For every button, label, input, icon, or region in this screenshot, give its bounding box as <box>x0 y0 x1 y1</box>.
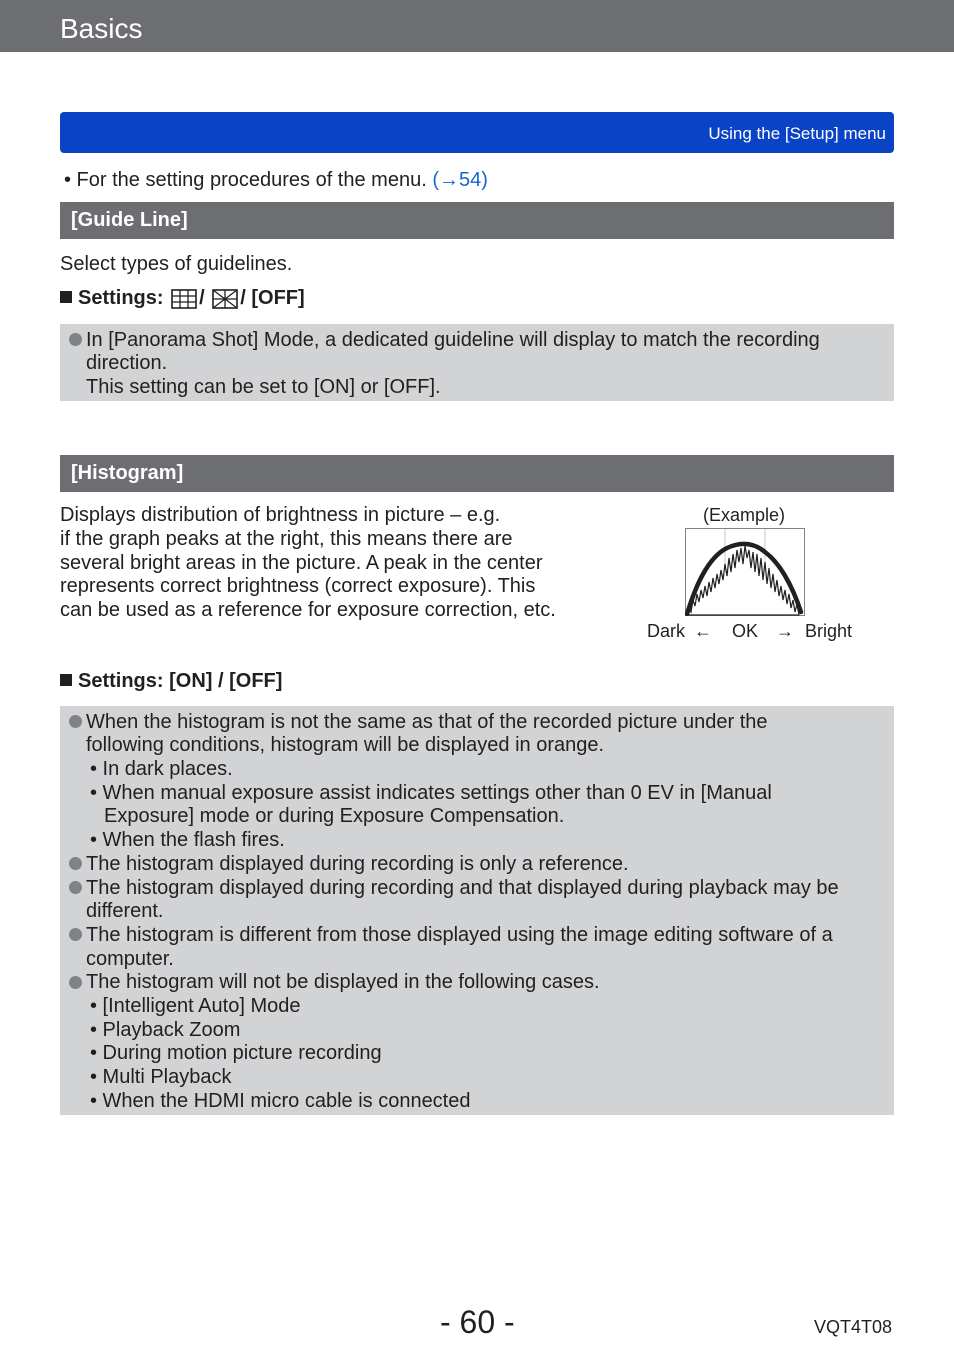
description-line: several bright areas in the picture. A peak in the center <box>60 552 543 574</box>
guide-line-settings <box>60 286 305 310</box>
page-number: - 60 - <box>440 1304 515 1340</box>
note-sub-item: • Multi Playback <box>90 1066 232 1088</box>
bullet-dot-icon <box>69 333 82 346</box>
note-line: different. <box>86 900 164 922</box>
intro-line <box>64 168 488 192</box>
note-sub-item: • When the HDMI micro cable is connected <box>90 1090 471 1112</box>
note-line: following conditions, histogram will be displayed in orange. <box>86 734 605 756</box>
header-bar <box>0 0 954 52</box>
description-line: can be used as a reference for exposure correction, etc. <box>60 599 556 621</box>
axis-dark-label: Dark <box>647 621 686 641</box>
note-line: The histogram is different from those displayed using the image editing software of a <box>86 924 833 946</box>
settings-separator: / <box>199 287 205 309</box>
note-sub-item: • [Intelligent Auto] Mode <box>90 995 301 1017</box>
square-bullet-icon <box>60 291 72 303</box>
note-sub-item: Exposure] mode or during Exposure Compensation. <box>104 805 565 827</box>
guide-note-line: This setting can be set to [ON] or [OFF]. <box>86 376 441 398</box>
histogram-heading: [Histogram] <box>71 462 184 484</box>
description-line: represents correct brightness (correct exposure). This <box>60 575 536 597</box>
note-line: The histogram displayed during recording and that displayed during playback may be <box>86 877 839 899</box>
note-sub-item: • When manual exposure assist indicates settings other than 0 EV in [Manual <box>90 782 772 804</box>
note-sub-item: • During motion picture recording <box>90 1042 382 1064</box>
note-line: computer. <box>86 948 174 970</box>
note-sub-item: • In dark places. <box>90 758 233 780</box>
grid-diagonal-icon <box>212 289 238 309</box>
bullet-dot-icon <box>69 715 82 728</box>
settings-label: Settings: <box>78 287 164 309</box>
menu-bar-label: Using the [Setup] menu <box>708 124 886 143</box>
note-sub-item: • Playback Zoom <box>90 1019 241 1041</box>
histogram-settings <box>60 669 282 693</box>
guide-line-heading-bar <box>60 202 894 239</box>
axis-ok-label: OK <box>732 621 759 641</box>
axis-bright-label: Bright <box>805 621 853 641</box>
histogram-heading-bar <box>60 455 894 492</box>
guide-note-line: In [Panorama Shot] Mode, a dedicated guideline will display to match the recording <box>86 329 820 351</box>
bullet-dot-icon <box>69 928 82 941</box>
bullet-dot-icon <box>69 857 82 870</box>
description-line: if the graph peaks at the right, this means there are <box>60 528 513 550</box>
bullet-dot-icon <box>69 976 82 989</box>
grid-3x3-icon <box>171 289 197 309</box>
page-link[interactable]: (→54) <box>432 169 488 191</box>
document-code: VQT4T08 <box>814 1317 893 1337</box>
guide-note-line: direction. <box>86 352 168 374</box>
guide-line-description: Select types of guidelines. <box>60 253 293 275</box>
note-line: When the histogram is not the same as that of the recorded picture under the <box>86 711 768 733</box>
guide-line-note-box <box>60 324 894 401</box>
note-line: The histogram will not be displayed in the following cases. <box>86 971 600 993</box>
bullet-dot-icon <box>69 881 82 894</box>
guide-line-heading: [Guide Line] <box>71 209 188 231</box>
example-label: (Example) <box>703 505 786 525</box>
square-bullet-icon <box>60 674 72 686</box>
header-title: Basics <box>60 13 143 44</box>
histogram-graphic <box>685 528 805 616</box>
description-line: Displays distribution of brightness in picture – e.g. <box>60 504 501 526</box>
histogram-note-box <box>60 706 894 1115</box>
note-line: The histogram displayed during recording is only a reference. <box>86 853 629 875</box>
note-sub-item: • When the flash fires. <box>90 829 285 851</box>
histogram-settings-text: Settings: [ON] / [OFF] <box>78 670 283 692</box>
intro-text: • For the setting procedures of the menu. <box>64 169 433 191</box>
arrow-left-icon: ← <box>694 621 712 641</box>
histogram-example-image <box>685 528 805 616</box>
settings-off-option: / [OFF] <box>240 287 305 309</box>
arrow-right-icon: → <box>776 621 794 641</box>
menu-bar <box>60 112 894 153</box>
